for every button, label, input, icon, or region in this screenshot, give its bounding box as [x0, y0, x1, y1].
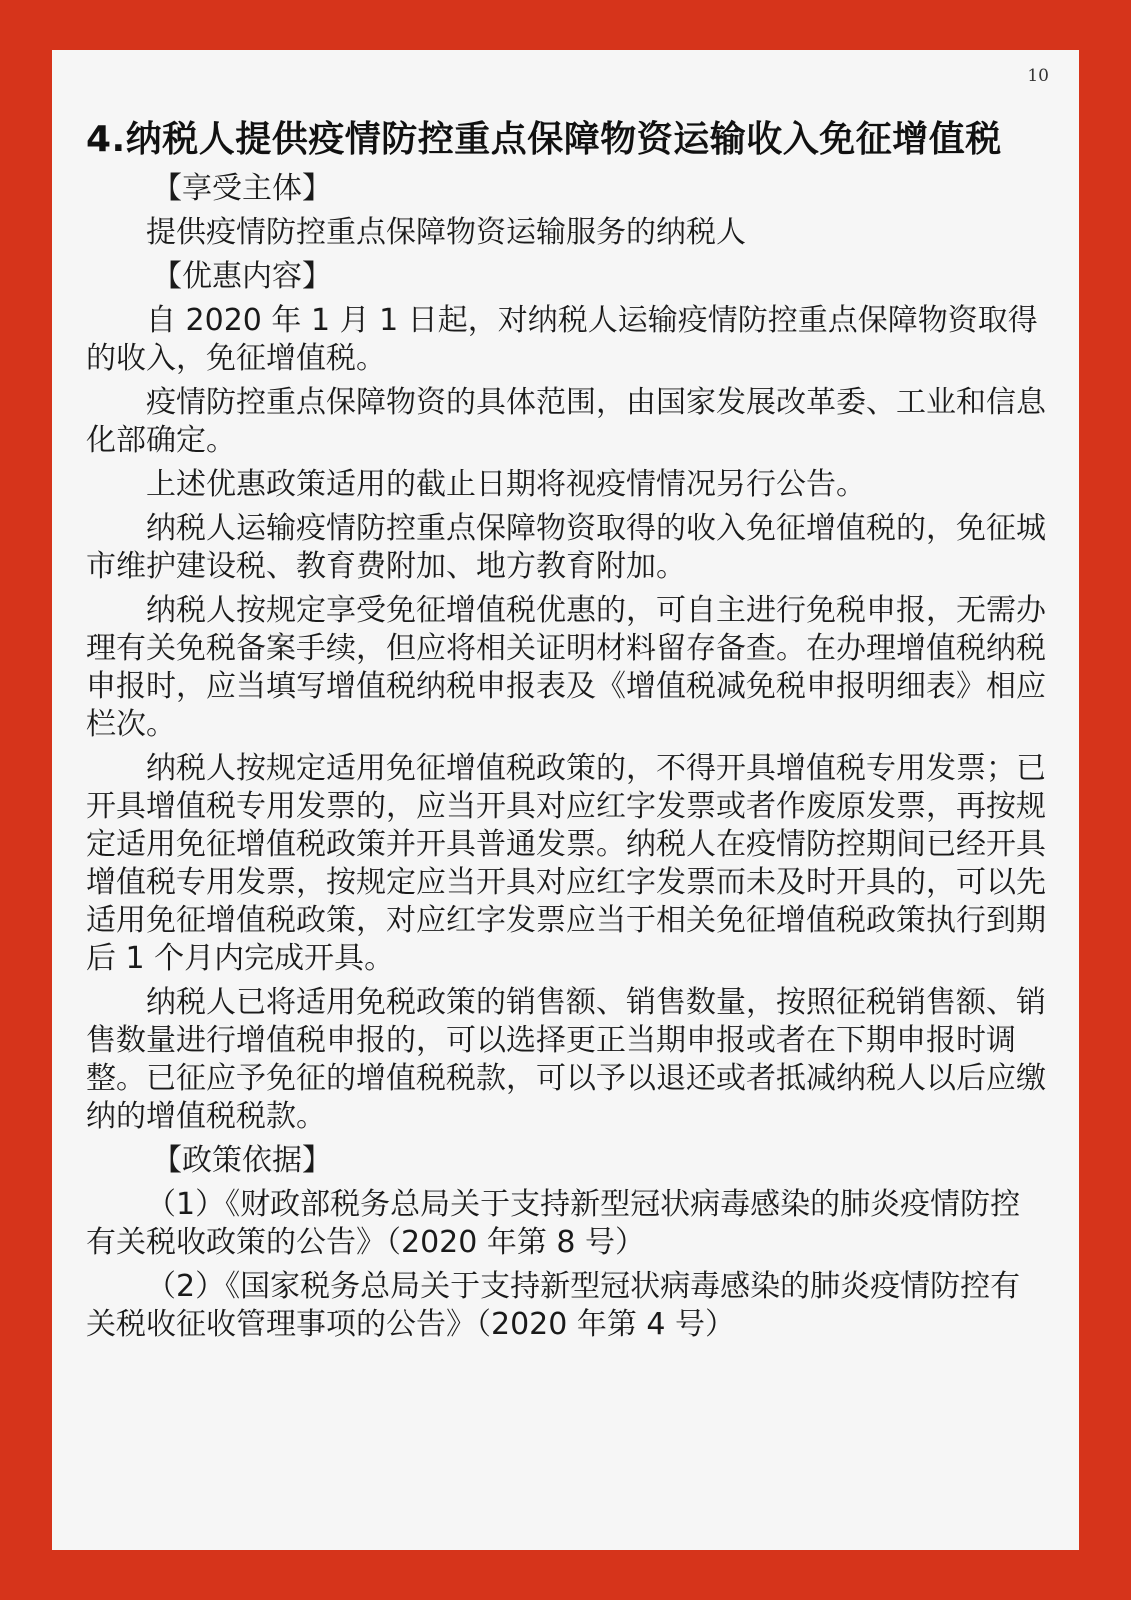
content-paragraph: 纳税人运输疫情防控重点保障物资取得的收入免征增值税的，免征城市维护建设税、教育费附加、地方教育附加。 — [86, 511, 1046, 584]
subject-heading: 【享受主体】 — [152, 171, 332, 206]
content-paragraph: 纳税人按规定享受免征增值税优惠的，可自主进行免税申报，无需办理有关免税备案手续，但应将相关证明材料留存备查。在办理增值税纳税申报时，应当填写增值税纳税申报表及《增值税减免税申报明细表》相应栏次。 — [86, 593, 1046, 742]
content-paragraph: 自 2020 年 1 月 1 日起，对纳税人运输疫情防控重点保障物资取得的收入，免征增值税。 — [86, 303, 1038, 376]
content-paragraph: 疫情防控重点保障物资的具体范围，由国家发展改革委、工业和信息化部确定。 — [86, 385, 1046, 458]
basis-item: （1）《财政部税务总局关于支持新型冠状病毒感染的肺炎疫情防控有关税收政策的公告》（2020 年第 8 号） — [86, 1187, 1021, 1260]
content-paragraph: 上述优惠政策适用的截止日期将视疫情情况另行公告。 — [146, 467, 866, 502]
basis-heading: 【政策依据】 — [152, 1143, 332, 1178]
content-paragraph: 纳税人已将适用免税政策的销售额、销售数量，按照征税销售额、销售数量进行增值税申报的，可以选择更正当期申报或者在下期申报时调整。已征应予免征的增值税税款，可以予以退还或者抵减纳税人以后应缴纳的增值税税款。 — [86, 985, 1046, 1134]
document-page — [52, 50, 1079, 1550]
content-paragraph: 纳税人按规定适用免征增值税政策的，不得开具增值税专用发票；已开具增值税专用发票的，应当开具对应红字发票或者作废原发票，再按规定适用免征增值税政策并开具普通发票。纳税人在疫情防控期间已经开具增值税专用发票，按规定应当开具对应红字发票而未及时开具的，可以先适用免征增值税政策，对应红字发票应当于相关免征增值税政策执行到期后 1 个月内完成开具。 — [86, 751, 1046, 976]
page-number: 10 — [1027, 66, 1049, 86]
page-content — [86, 116, 1046, 1350]
section-title: 4.纳税人提供疫情防控重点保障物资运输收入免征增值税 — [86, 119, 1002, 160]
basis-item: （2）《国家税务总局关于支持新型冠状病毒感染的肺炎疫情防控有关税收征收管理事项的公告》（2020 年第 4 号） — [86, 1269, 1021, 1342]
content-heading: 【优惠内容】 — [152, 259, 332, 294]
subject-text: 提供疫情防控重点保障物资运输服务的纳税人 — [146, 215, 746, 250]
